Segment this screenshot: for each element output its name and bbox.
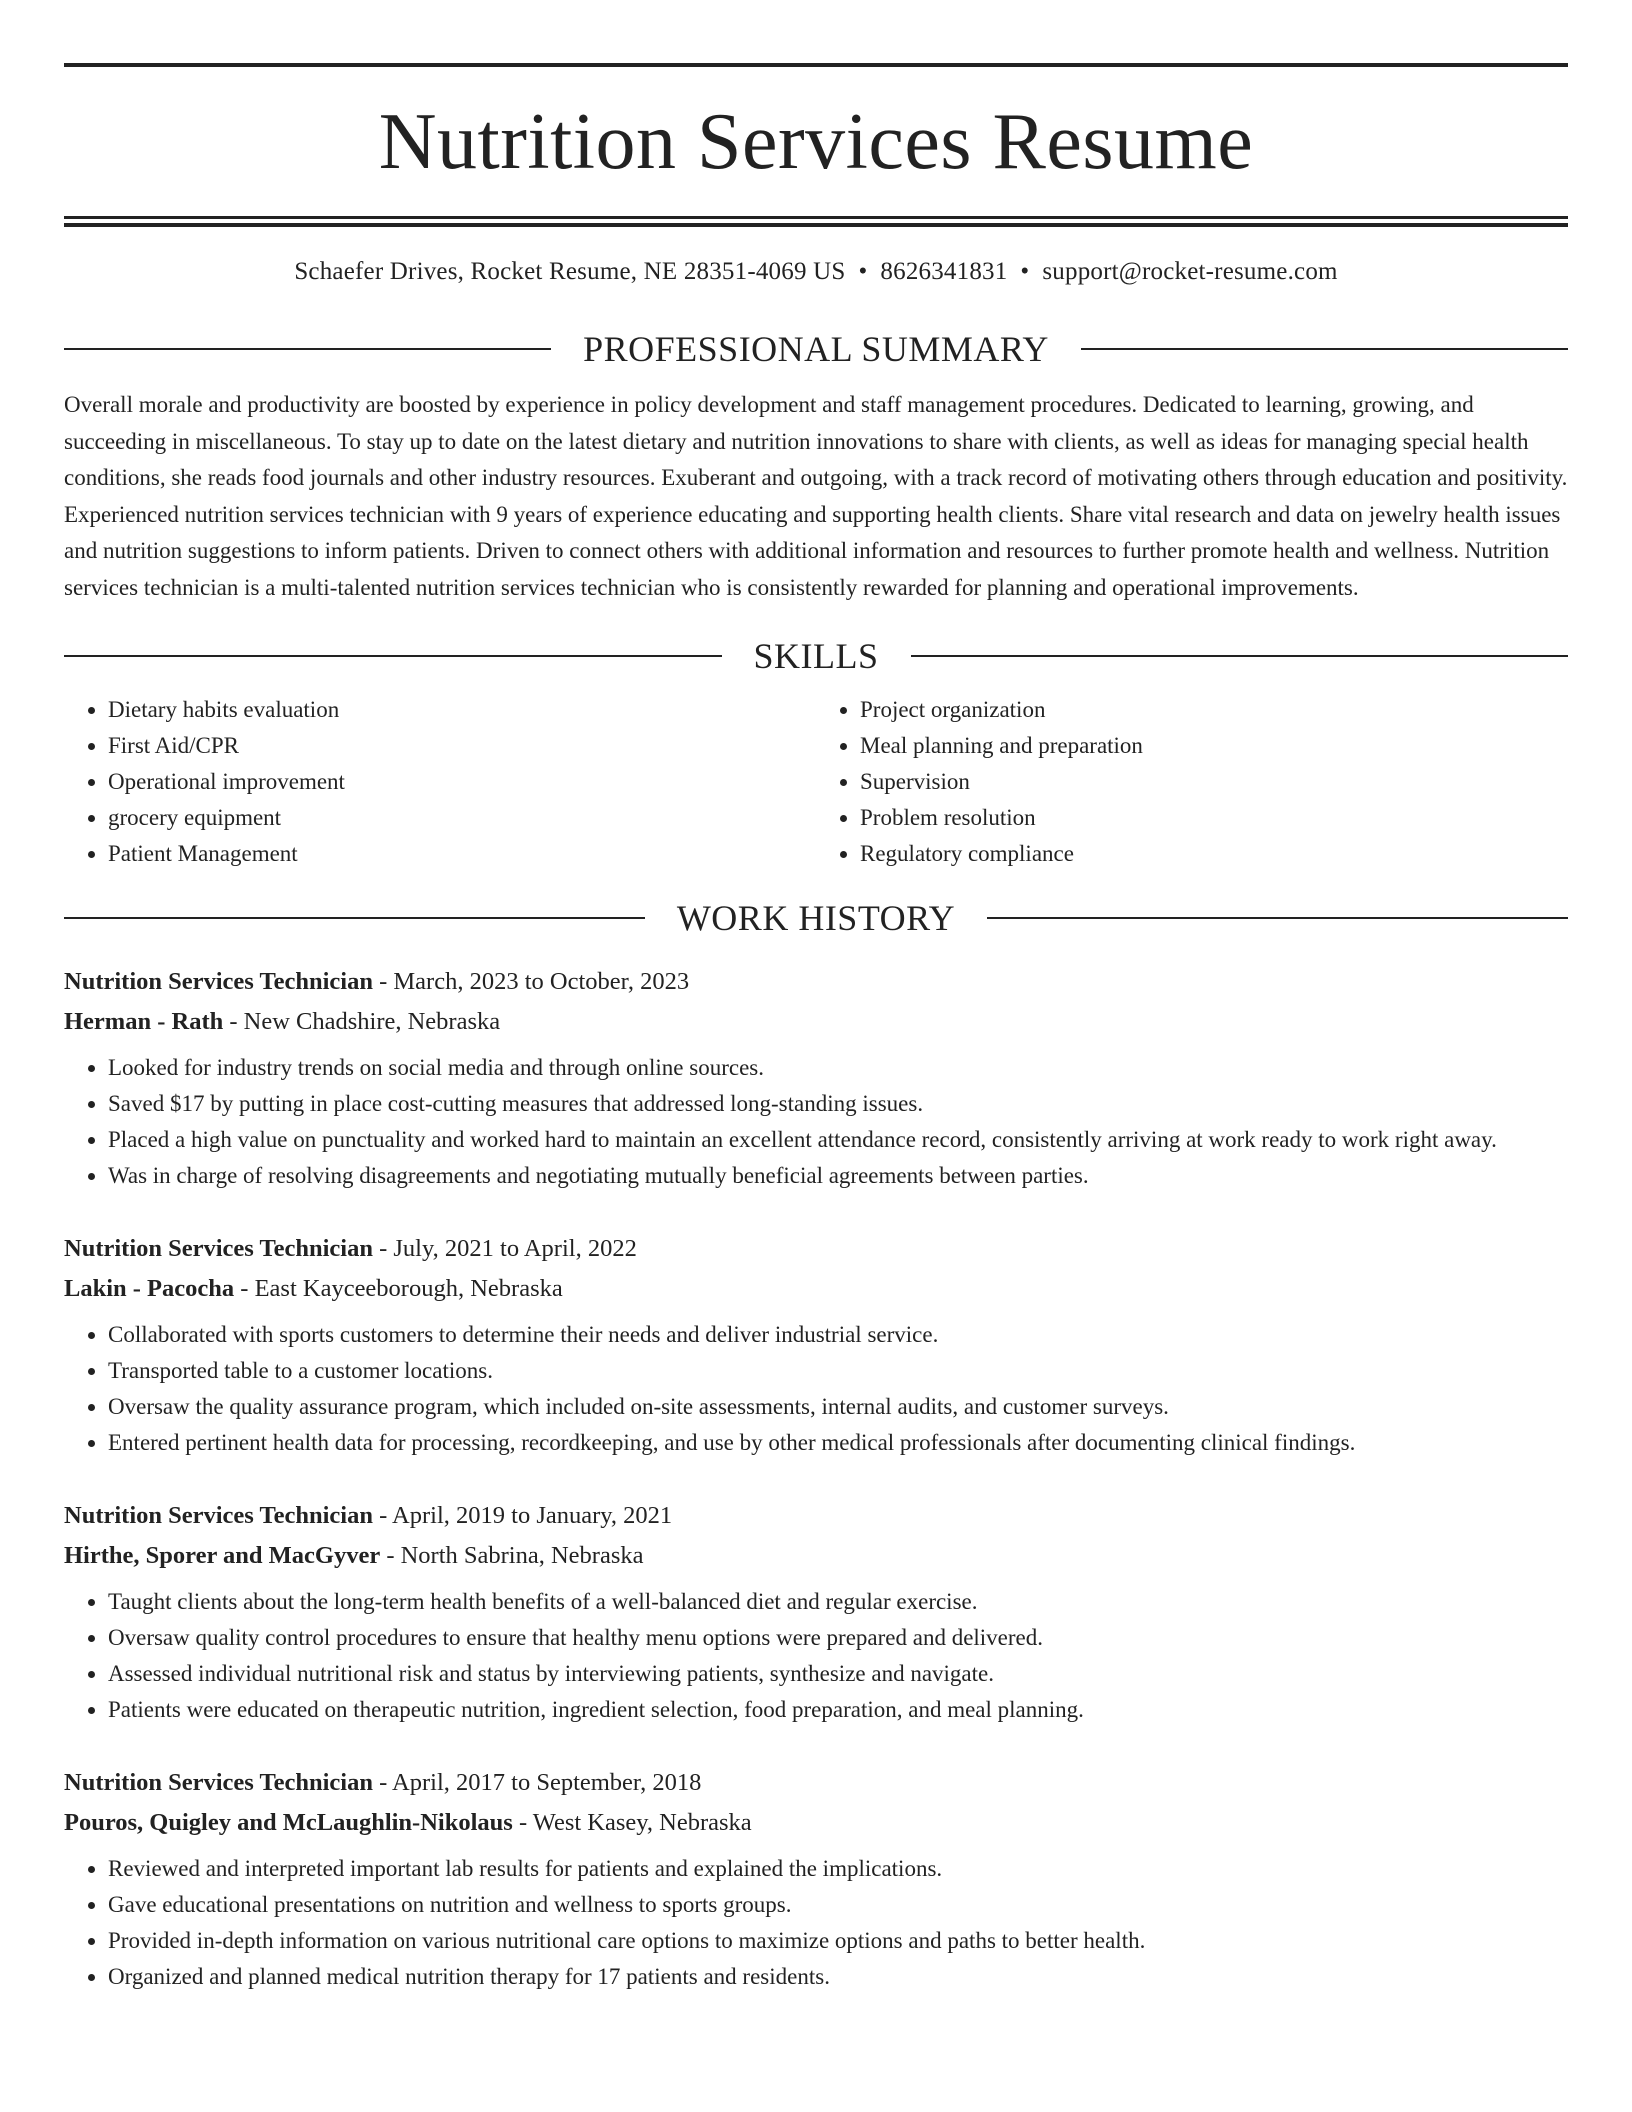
- skills-heading-label: SKILLS: [753, 636, 879, 676]
- resume-page: [64, 0, 1568, 1995]
- job-bullet: • Reviewed and interpreted important lab results for patients and explained the implications.: [108, 1851, 1568, 1887]
- summary-heading: [64, 327, 1568, 371]
- work-history-heading-label: WORK HISTORY: [676, 898, 956, 938]
- skills-heading: [64, 634, 1568, 678]
- contact-address: Schaefer Drives, Rocket Resume, NE 28351-4069 US: [294, 258, 846, 285]
- job-bullets: [64, 1851, 1568, 1995]
- job-bullets: [64, 1050, 1568, 1194]
- job-bullet: • Taught clients about the long-term health benefits of a well-balanced diet and regular exercise.: [108, 1584, 1568, 1620]
- job-location: - North Sabrina, Nebraska: [380, 1542, 644, 1569]
- contact-separator: •: [1020, 258, 1030, 285]
- job-dates: - April, 2017 to September, 2018: [372, 1769, 702, 1796]
- title-double-rule: [64, 216, 1568, 227]
- skills-list: [64, 692, 1568, 872]
- job-bullets: [64, 1317, 1568, 1461]
- job-title-line: [64, 1763, 1568, 1803]
- top-rule: [64, 63, 1568, 67]
- job-bullet: • Gave educational presentations on nutrition and wellness to sports groups.: [108, 1887, 1568, 1923]
- job-bullet: • Collaborated with sports customers to determine their needs and deliver industrial service.: [108, 1317, 1568, 1353]
- heading-rule-left: [64, 348, 551, 350]
- job-company: Herman - Rath: [64, 1008, 224, 1035]
- job-bullet: • Saved $17 by putting in place cost-cutting measures that addressed long-standing issues.: [108, 1086, 1568, 1122]
- job-title: Nutrition Services Technician: [64, 1502, 373, 1529]
- summary-text: Overall morale and productivity are boosted by experience in policy development and staff management procedures. Dedicated to learning, growing, and succeeding in miscellaneous. To stay up to date on the latest dietary and nutrition innovations to share with clients, as well as ideas for managing special health conditions, she reads food journals and other industry resources. Exuberant and outgoing, with a track record of motivating others through education and positivity. Experienced nutrition services technician with 9 years of experience educating and supporting health clients. Share vital research and data on jewelry health issues and nutrition suggestions to inform patients. Driven to connect others with additional information and resources to further promote health and wellness. Nutrition services technician is a multi-talented nutrition services technician who is consistently rewarded for planning and operational improvements.: [64, 392, 1568, 600]
- job-bullet: • Entered pertinent health data for processing, recordkeeping, and use by other medical professionals after documenting clinical findings.: [108, 1425, 1568, 1461]
- skill-item: • Project organization: [860, 692, 1568, 728]
- heading-rule-right: [987, 917, 1568, 919]
- job-dates: - April, 2019 to January, 2021: [372, 1502, 673, 1529]
- job-bullet: • Oversaw quality control procedures to ensure that healthy menu options were prepared and delivered.: [108, 1620, 1568, 1656]
- job-title: Nutrition Services Technician: [64, 1235, 373, 1262]
- heading-rule-right: [911, 655, 1569, 657]
- skill-item: • Meal planning and preparation: [860, 728, 1568, 764]
- job-dates: - March, 2023 to October, 2023: [372, 968, 690, 995]
- skill-item: • grocery equipment: [108, 800, 816, 836]
- resume-title: Nutrition Services Resume: [378, 98, 1254, 186]
- job-bullet: • Patients were educated on therapeutic nutrition, ingredient selection, food preparation, and meal planning.: [108, 1692, 1568, 1728]
- job-location: - East Kayceeborough, Nebraska: [234, 1275, 563, 1302]
- summary-heading-label: PROFESSIONAL SUMMARY: [583, 329, 1049, 369]
- skills-column-right: [816, 692, 1568, 872]
- skill-item: • Patient Management: [108, 836, 816, 872]
- job-location: - New Chadshire, Nebraska: [223, 1008, 501, 1035]
- job-entry: [64, 1229, 1568, 1461]
- job-company: Hirthe, Sporer and MacGyver: [64, 1542, 381, 1569]
- job-bullet: • Organized and planned medical nutrition therapy for 17 patients and residents.: [108, 1959, 1568, 1995]
- job-title-line: [64, 1229, 1568, 1269]
- job-entry: [64, 1496, 1568, 1728]
- heading-rule-right: [1081, 348, 1568, 350]
- job-entry: [64, 1763, 1568, 1995]
- skills-column-left: [64, 692, 816, 872]
- skill-item: • First Aid/CPR: [108, 728, 816, 764]
- job-bullet: • Oversaw the quality assurance program, which included on-site assessments, internal audits, and customer surveys.: [108, 1389, 1568, 1425]
- job-title: Nutrition Services Technician: [64, 968, 373, 995]
- job-company: Lakin - Pacocha: [64, 1275, 235, 1302]
- contact-line: [64, 257, 1568, 287]
- job-company-line: [64, 1002, 1568, 1042]
- job-location: - West Kasey, Nebraska: [512, 1809, 752, 1836]
- skill-item: • Problem resolution: [860, 800, 1568, 836]
- contact-separator: •: [858, 258, 868, 285]
- contact-phone: 8626341831: [880, 258, 1008, 285]
- job-bullet: • Looked for industry trends on social media and through online sources.: [108, 1050, 1568, 1086]
- job-title-line: [64, 962, 1568, 1002]
- work-history-heading: [64, 896, 1568, 940]
- job-dates: - July, 2021 to April, 2022: [372, 1235, 637, 1262]
- job-bullet: • Provided in-depth information on various nutritional care options to maximize options and paths to better health.: [108, 1923, 1568, 1959]
- job-entry: [64, 962, 1568, 1194]
- job-company-line: [64, 1536, 1568, 1576]
- skill-item: • Operational improvement: [108, 764, 816, 800]
- skill-item: • Dietary habits evaluation: [108, 692, 816, 728]
- job-company-line: [64, 1803, 1568, 1843]
- contact-email: support@rocket-resume.com: [1042, 258, 1338, 285]
- skill-item: • Regulatory compliance: [860, 836, 1568, 872]
- heading-rule-left: [64, 655, 722, 657]
- job-bullet: • Was in charge of resolving disagreements and negotiating mutually beneficial agreements between parties.: [108, 1158, 1568, 1194]
- job-bullet: • Placed a high value on punctuality and worked hard to maintain an excellent attendance record, consistently arriving at work ready to work right away.: [108, 1122, 1568, 1158]
- skill-item: • Supervision: [860, 764, 1568, 800]
- job-company-line: [64, 1269, 1568, 1309]
- job-company: Pouros, Quigley and McLaughlin-Nikolaus: [64, 1809, 513, 1836]
- heading-rule-left: [64, 917, 645, 919]
- job-bullets: [64, 1584, 1568, 1728]
- job-bullet: • Assessed individual nutritional risk and status by interviewing patients, synthesize and navigate.: [108, 1656, 1568, 1692]
- job-title: Nutrition Services Technician: [64, 1769, 373, 1796]
- job-bullet: • Transported table to a customer locations.: [108, 1353, 1568, 1389]
- job-title-line: [64, 1496, 1568, 1536]
